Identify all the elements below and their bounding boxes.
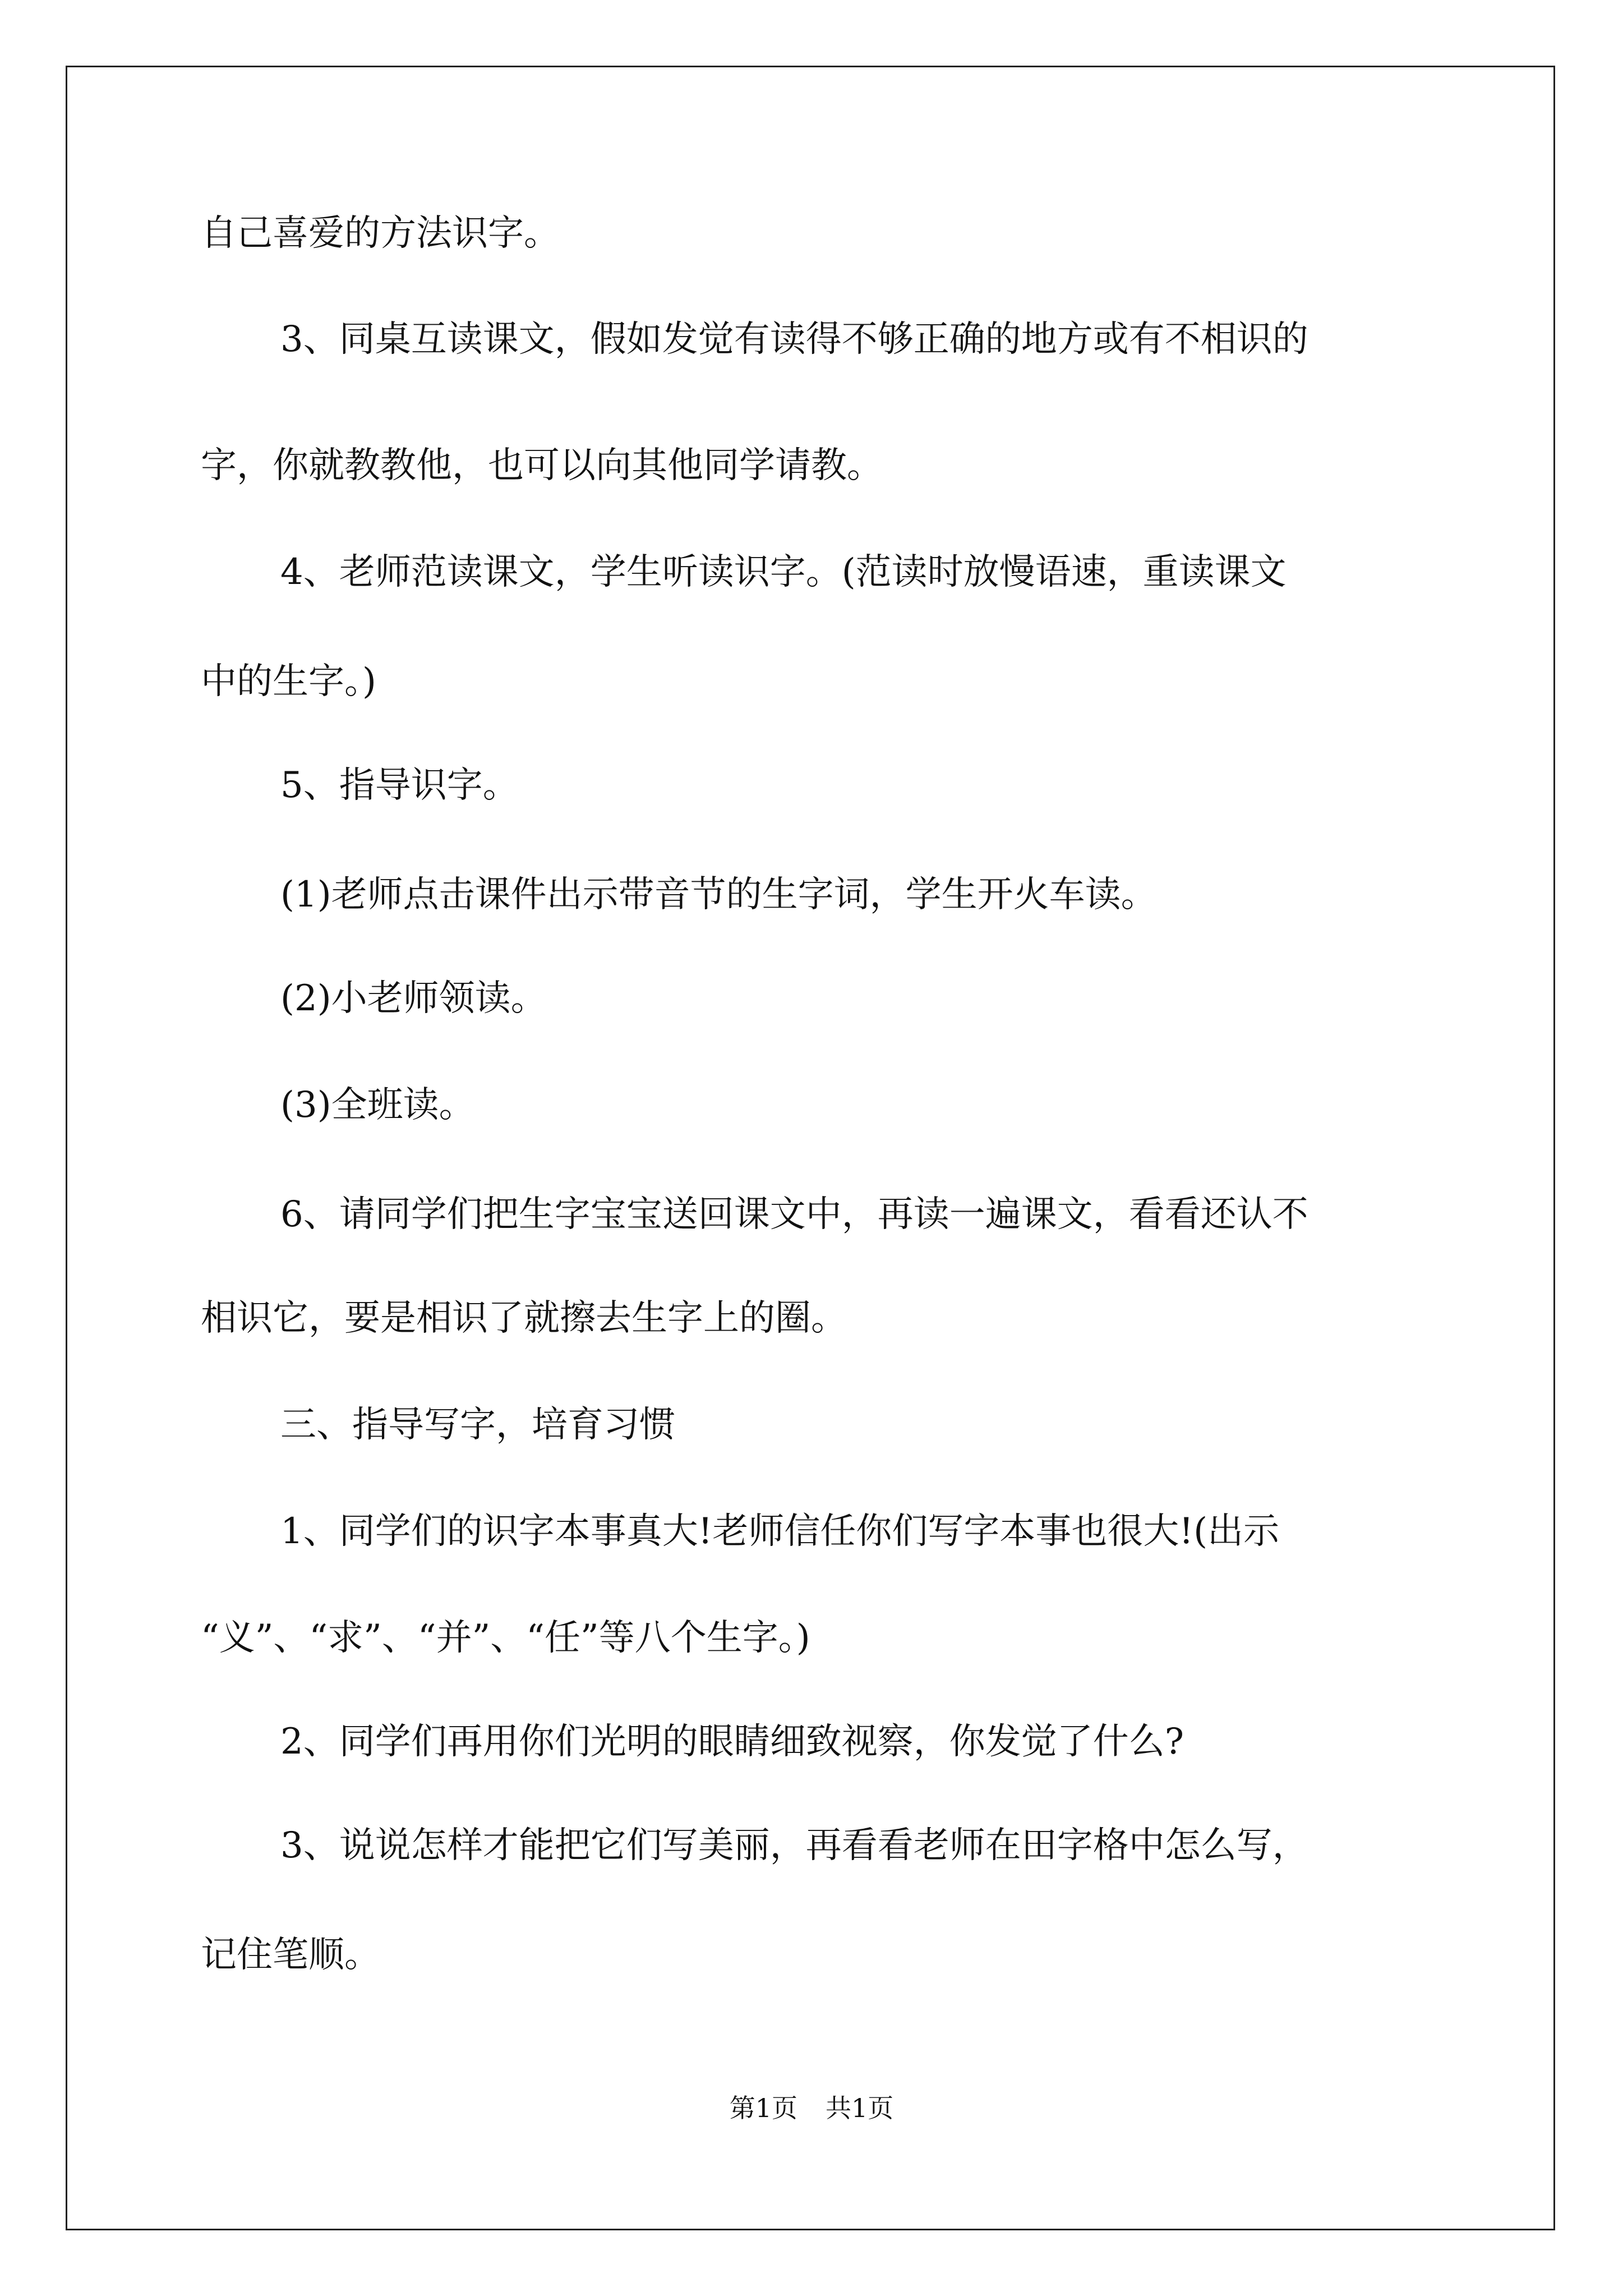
text-line: 2、同学们再用你们光明的眼睛细致视察，你发觉了什么? <box>280 1721 1184 1763</box>
text-line: (3)全班读。 <box>280 1084 475 1126</box>
text-line: 相识它，要是相识了就擦去生字上的圈。 <box>201 1297 847 1339</box>
text-line: 1、同学们的识字本事真大!老师信任你们写字本事也很大!(出示 <box>280 1511 1280 1552</box>
text-line: 3、同桌互读课文，假如发觉有读得不够正确的地方或有不相识的 <box>280 319 1308 360</box>
text-line: “义”、“求”、“并”、“任”等八个生字。) <box>201 1617 810 1659</box>
text-line: 4、老师范读课文，学生听读识字。(范读时放慢语速，重读课文 <box>280 551 1287 593</box>
text-line: 三、指导写字，培育习惯 <box>280 1404 675 1446</box>
text-line: 6、请同学们把生字宝宝送回课文中，再读一遍课文，看看还认不 <box>280 1194 1308 1235</box>
page-footer <box>0 2091 1623 2125</box>
text-line: 记住笔顺。 <box>201 1934 380 1976</box>
text-line: (1)老师点击课件出示带音节的生字词，学生开火车读。 <box>280 874 1157 915</box>
page-total: 共1页 <box>826 2093 894 2123</box>
text-line: 5、指导识字。 <box>280 765 519 806</box>
text-line: 字，你就教教他，也可以向其他同学请教。 <box>201 445 883 486</box>
text-line: 自己喜爱的方法识字。 <box>201 213 560 254</box>
text-line: (2)小老师领读。 <box>280 978 547 1019</box>
text-line: 中的生字。) <box>201 661 376 702</box>
text-line: 3、说说怎样才能把它们写美丽，再看看老师在田字格中怎么写， <box>280 1825 1308 1866</box>
page-number: 第1页 <box>729 2093 797 2123</box>
